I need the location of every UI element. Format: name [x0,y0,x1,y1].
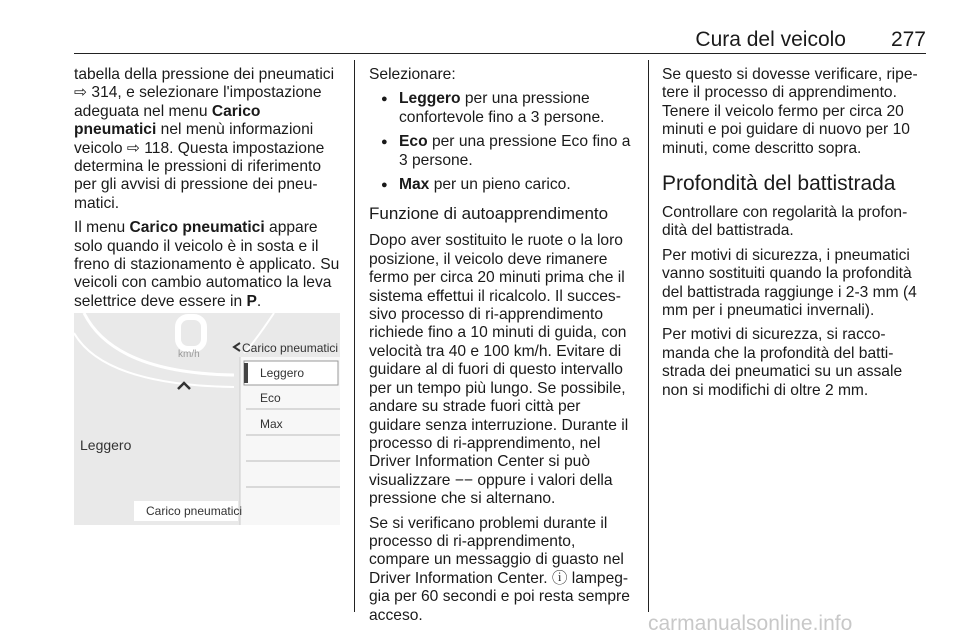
paragraph: Per motivi di sicurezza, si racco-manda che la profondità del batti-strada dei pneumatici su un assale non si modifichi di oltre 2 mm. [662,326,903,399]
column-right [662,66,928,406]
paragraph: Controllare con regolarità la profon-dità del battistrada. [662,204,908,240]
paragraph: Se questo si dovesse verificare, ripe-tere il processo di apprendimento. Tenere il veicolo fermo per circa 20 minuti e poi guidare di nuovo per 10 minuti, come descritto sopra. [662,66,918,157]
paragraph: Il menu Carico pneumatici appare solo quando il veicolo è in sosta e il freno di stazionamento è applicato. Su veicoli con cambio automatico la leva selettrice deve essere in P. [74,219,340,310]
paragraph: Dopo aver sostituito le ruote o la loro posizione, il veicolo deve rimanere fermo per circa 20 minuti prima che il sistema effettui il ricalcolo. Il succes-sivo processo di ri-apprendimento richiede fino a 10 minuti di guida, con velocità tra 40 e 100 km/h. Evitare di guidare al di fuori di questo intervallo per un tempo più lungo. Se possibile, andare su strade fuori città per guidare senza interruzione. Durante il processo di ri-apprendimento, nel Driver Information Center si può visualizzare −− oppure i valori della pressione che si alternano. [369,232,629,508]
list-item: ● Max per un pieno carico. [369,176,633,194]
selected-setting-label: Leggero [80,437,132,453]
paragraph: tabella della pressione dei pneumatici ⇨ 314, e selezionare l'impostazione adeguata nel menu Carico pneumatici nel menù informazioni veicolo ⇨ 118. Questa impostazione determina le pressioni di riferimento per gli avvisi di pressione dei pneu-matici. [74,66,335,212]
list-item: ● Leggero per una pressione confortevole fino a 3 persone. [369,90,633,127]
option-list [369,90,633,194]
header-rule [74,53,926,54]
page-header [74,24,926,54]
paragraph: Se si verificano problemi durante il processo di ri-apprendimento, compare un messaggio di guasto nel Driver Information Center. ⓘ lampeg-gia per 60 secondi e poi resta sempre acceso. [369,514,630,624]
column-middle [369,66,633,631]
speed-unit-label: km/h [178,349,200,360]
section-title: Cura del veicolo [695,28,846,51]
column-divider [648,60,649,612]
bottom-menu-label: Carico pneumatici [146,504,243,518]
menu-option-leggero: Leggero [260,366,305,380]
menu-option-eco: Eco [260,391,281,405]
section-heading: Profondità del battistrada [662,172,896,196]
list-item: ● Eco per una pressione Eco fino a 3 persone. [369,133,633,170]
menu-option-max: Max [260,417,283,431]
column-left [74,66,342,317]
display-screenshot [74,313,340,525]
section-heading: Funzione di autoapprendimento [369,204,609,224]
menu-title: Carico pneumatici [242,341,339,355]
intro-text: Selezionare: [369,66,456,83]
watermark: carmanualsonline.info [648,612,853,635]
column-divider [354,60,355,612]
paragraph: Per motivi di sicurezza, i pneumatici vanno sostituiti quando la profondità del battistrada raggiunge i 2-3 mm (4 mm per i pneumatici invernali). [662,246,917,320]
page-number: 277 [890,28,926,51]
